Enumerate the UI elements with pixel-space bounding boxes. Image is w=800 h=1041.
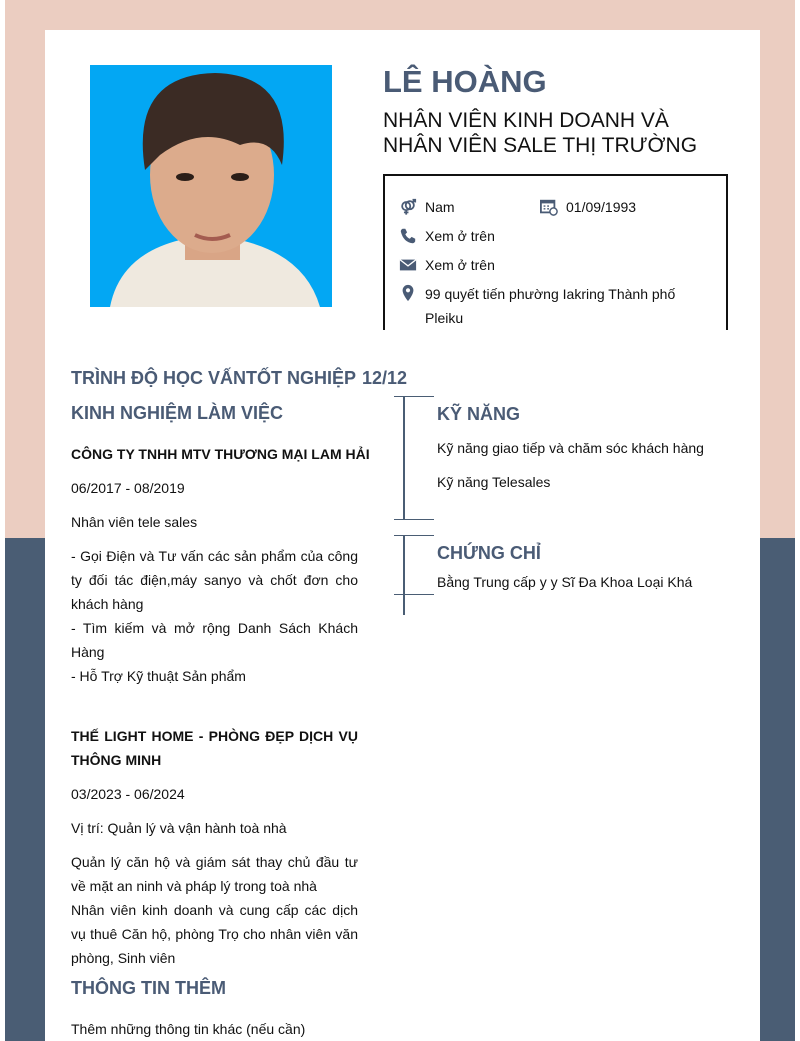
phone-value: Xem ở trên — [425, 228, 495, 244]
skill-item: Kỹ năng giao tiếp và chăm sóc khách hàng — [437, 440, 704, 456]
job-detail: Quản lý căn hộ và giám sát thay chủ đầu tư về mặt an ninh và pháp lý trong toà nhà — [71, 854, 358, 894]
email-row — [399, 256, 495, 274]
extra-text: Thêm những thông tin khác (nếu cần) — [71, 1021, 306, 1037]
job-company: CÔNG TY TNHH MTV THƯƠNG MẠI LAM HẢI — [71, 446, 370, 462]
gender-row — [399, 198, 455, 216]
job-detail: - Tìm kiếm và mở rộng Danh Sách Khách Hàng — [71, 620, 358, 660]
edge-left — [0, 0, 5, 1041]
location-icon — [399, 284, 417, 302]
divider — [394, 594, 434, 595]
skill-item: Kỹ năng Telesales — [437, 474, 551, 490]
address-value: 99 quyết tiến phường Iakring Thành phố Pleiku — [425, 286, 676, 326]
calendar-icon — [540, 198, 558, 216]
candidate-name: LÊ HOÀNG — [383, 64, 547, 99]
job-details — [71, 850, 358, 970]
birthday-row — [540, 198, 636, 216]
personal-info-box — [383, 174, 728, 330]
education-heading: TRÌNH ĐỘ HỌC VẤNTỐT NGHIỆP — [71, 368, 357, 388]
gender-icon — [399, 198, 417, 216]
experience-heading: KINH NGHIỆM LÀM VIỆC — [71, 403, 284, 423]
gender-value: Nam — [425, 199, 455, 215]
birthday-value: 01/09/1993 — [566, 199, 637, 215]
job-detail: - Hỗ Trợ Kỹ thuật Sản phẩm — [71, 668, 246, 684]
certificate-item: Bằng Trung cấp y y Sĩ Đa Khoa Loại Khá — [437, 574, 693, 590]
job-position: Nhân viên tele sales — [71, 514, 198, 530]
email-value: Xem ở trên — [425, 257, 495, 273]
certificates-heading: CHỨNG CHỈ — [437, 543, 541, 563]
email-icon — [399, 256, 417, 274]
education-grade: 12/12 — [362, 368, 408, 388]
address-row — [399, 282, 699, 330]
divider — [394, 535, 434, 536]
certificates-bracket — [403, 535, 405, 615]
job-detail: - Gọi Điện và Tư vấn các sản phẩm của công ty đối tác điện,máy sanyo và chốt đơn cho khách hàng — [71, 548, 358, 612]
job-details — [71, 544, 358, 688]
job-position: Vị trí: Quản lý và vận hành toà nhà — [71, 820, 287, 836]
job-period: 03/2023 - 06/2024 — [71, 786, 185, 802]
job-title: NHÂN VIÊN KINH DOANH VÀ NHÂN VIÊN SALE THỊ TRƯỜNG — [383, 109, 698, 157]
extra-heading: THÔNG TIN THÊM — [71, 978, 226, 998]
job-detail: Nhân viên kinh doanh và cung cấp các dịch vụ thuê Căn hộ, phòng Trọ cho nhân viên văn phòng, Sinh viên — [71, 902, 358, 966]
divider — [394, 519, 434, 520]
education-row — [71, 368, 407, 389]
divider — [394, 396, 434, 397]
edge-right — [795, 0, 800, 1041]
job-period: 06/2017 - 08/2019 — [71, 480, 185, 496]
profile-photo — [90, 65, 332, 307]
job-company: THẾ LIGHT HOME - PHÒNG ĐẸP DỊCH VỤ THÔNG MINH — [71, 728, 358, 768]
skills-bracket — [403, 396, 405, 520]
phone-icon — [399, 227, 417, 245]
skills-heading: KỸ NĂNG — [437, 404, 521, 424]
phone-row — [399, 227, 495, 245]
